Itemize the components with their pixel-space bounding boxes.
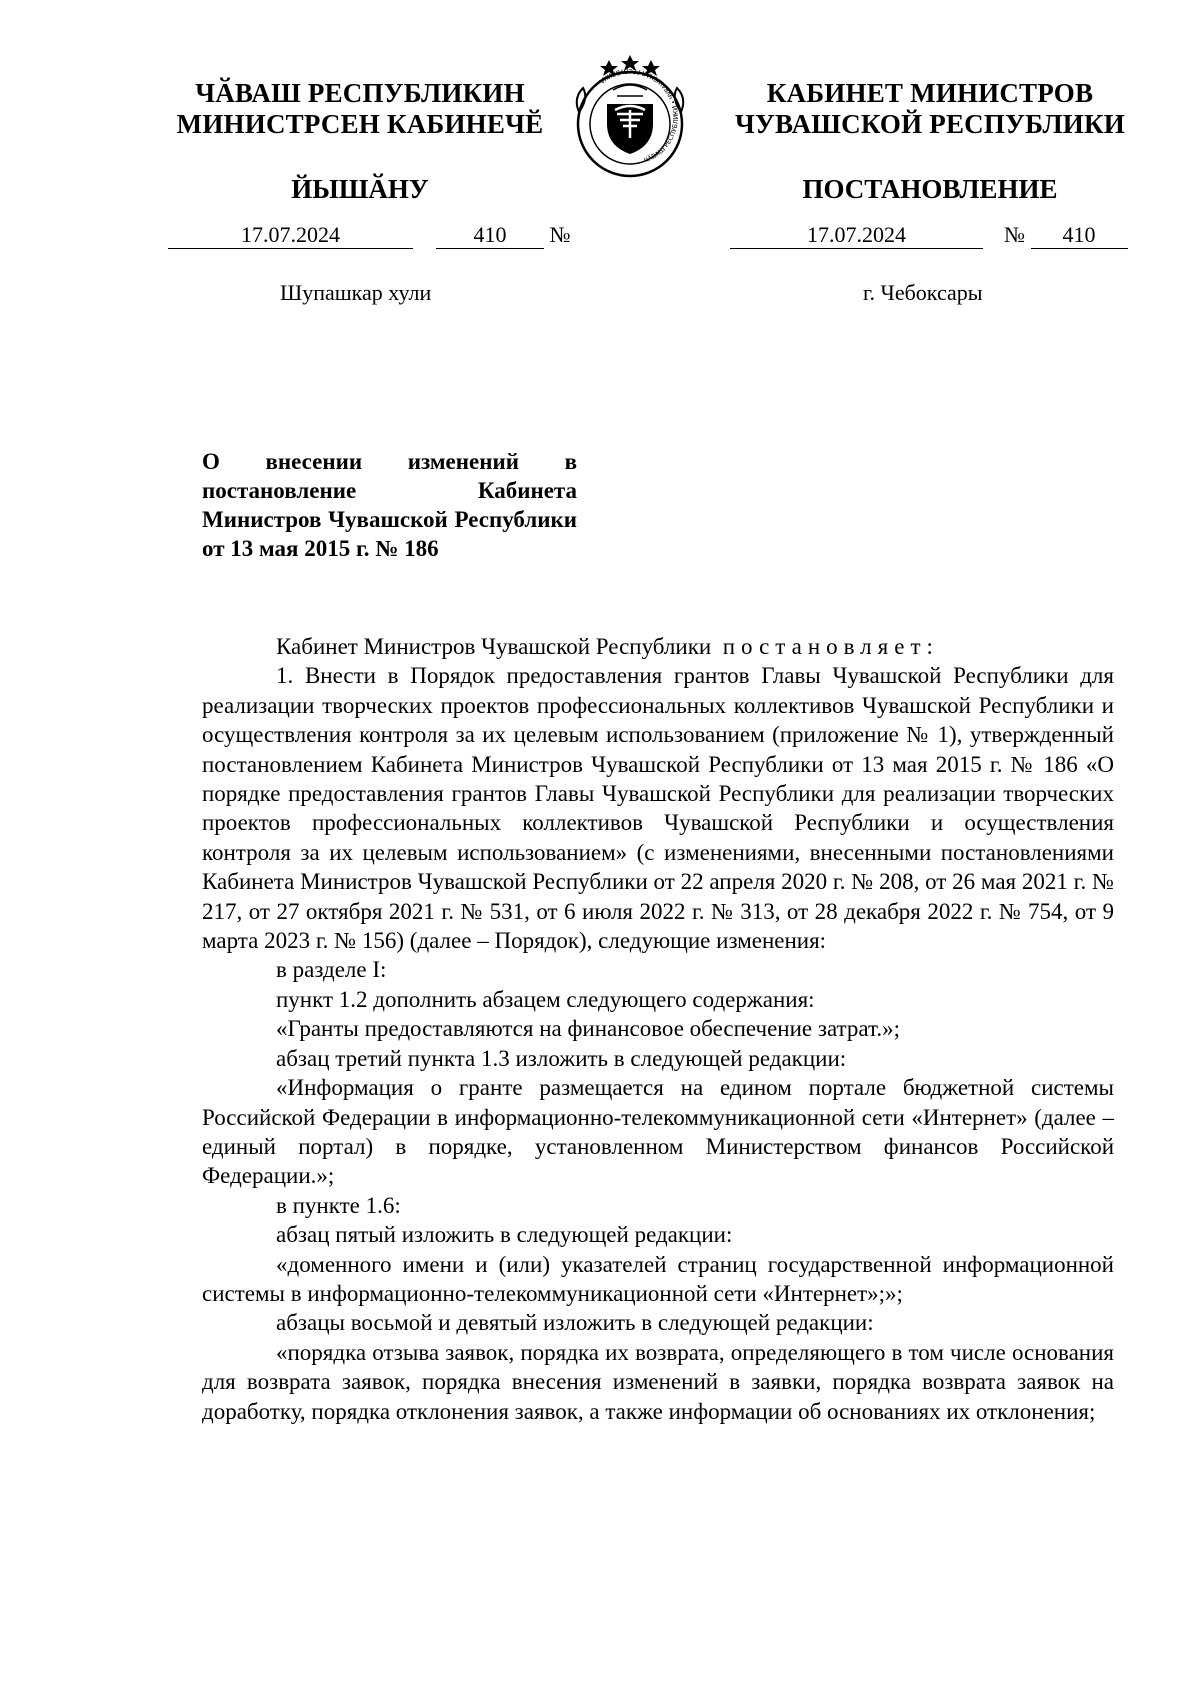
- document-title: О внесении изменений в постановление Кабинета Министров Чувашской Республики от 13 мая 2015 г. № 186: [202, 449, 577, 561]
- body-paragraph: абзацы восьмой и девятый изложить в следующей редакции:: [276, 1310, 874, 1336]
- body-paragraph: абзац третий пункта 1.3 изложить в следующей редакции:: [276, 1045, 847, 1071]
- preamble: [202, 632, 1114, 661]
- left-number-sign: №: [549, 222, 571, 247]
- body-paragraph: абзац пятый изложить в следующей редакции:: [276, 1222, 733, 1248]
- left-city: Шупашкар хули: [280, 280, 432, 305]
- left-date-number-line: [168, 222, 571, 249]
- body-paragraph: «Информация о гранте размещается на едином портале бюджетной системы Российской Федерации в информационно-телекоммуникационной сети «Интернет» (далее – единый портал) в порядке, установленном Министерством финансов Российской Федерации.»;: [202, 1075, 1114, 1189]
- right-number-sign: №: [1004, 222, 1025, 247]
- left-org-line-1: ЧӐВАШ РЕСПУБЛИКИН: [195, 78, 525, 108]
- right-number: 410: [1031, 222, 1128, 249]
- header-right-block: [720, 78, 1140, 205]
- right-city: г. Чебоксары: [863, 280, 983, 305]
- body-paragraph: «Гранты предоставляются на финансовое обеспечение затрат.»;: [276, 1016, 900, 1042]
- document-body: [202, 632, 1114, 1426]
- right-doc-type: ПОСТАНОВЛЕНИЕ: [802, 174, 1058, 204]
- body-paragraph: в разделе I:: [276, 957, 387, 983]
- right-date: 17.07.2024: [730, 222, 983, 249]
- chuvash-emblem-icon: [565, 52, 695, 182]
- body-paragraph: «порядка отзыва заявок, порядка их возврата, определяющего в том числе основания для возврата заявок, порядка внесения изменений в заявки, порядка возврата заявок на доработку, порядка отклонения заявок, а также информации об основаниях их отклонения;: [202, 1339, 1114, 1424]
- right-org-line-2: ЧУВАШСКОЙ РЕСПУБЛИКИ: [735, 109, 1125, 139]
- body-paragraph: в пункте 1.6:: [276, 1192, 401, 1218]
- right-org-line-1: КАБИНЕТ МИНИСТРОВ: [766, 78, 1094, 108]
- left-number: 410: [436, 222, 544, 249]
- right-date-number-line: [730, 222, 1128, 249]
- left-org-line-2: МИНИСТРСЕН КАБИНЕЧӖ: [176, 109, 544, 139]
- left-doc-type: ЙЫШӐНУ: [291, 174, 429, 204]
- body-paragraph: 1. Внести в Порядок предоставления грантов Главы Чувашской Республики для реализации творческих проектов профессиональных коллективов Чувашской Республики и осуществления контроля за их целевым использованием (приложение № 1), утвержденный постановлением Кабинета Министров Чувашской Республики от 13 мая 2015 г. № 186 «О порядке предоставления грантов Главы Чувашской Республики для реализации творческих проектов профессиональных коллективов Чувашской Республики и осуществления контроля за их целевым использованием» (с изменениями, внесенными постановлениями Кабинета Министров Чувашской Республики от 22 апреля 2020 г. № 208, от 26 мая 2021 г. № 217, от 27 октября 2021 г. № 531, от 6 июля 2022 г. № 313, от 28 декабря 2022 г. № 754, от 9 марта 2023 г. № 156) (далее – Порядок), следующие изменения:: [202, 663, 1114, 954]
- preamble-verb: постановляет:: [722, 634, 939, 659]
- body-paragraph: «доменного имени и (или) указателей страниц государственной информационной системы в информационно-телекоммуникационной сети «Интернет»;»;: [202, 1251, 1114, 1306]
- emblem-ring-text: ЧӐВАШ РЕСПУБЛИКИ • ЧУВАШСКАЯ РЕСПУБЛИКА: [597, 66, 681, 165]
- header-left-block: [160, 78, 560, 205]
- body-paragraph: пункт 1.2 дополнить абзацем следующего содержания:: [276, 986, 815, 1012]
- preamble-start: Кабинет Министров Чувашской Республики: [276, 634, 712, 659]
- left-date: 17.07.2024: [168, 222, 413, 249]
